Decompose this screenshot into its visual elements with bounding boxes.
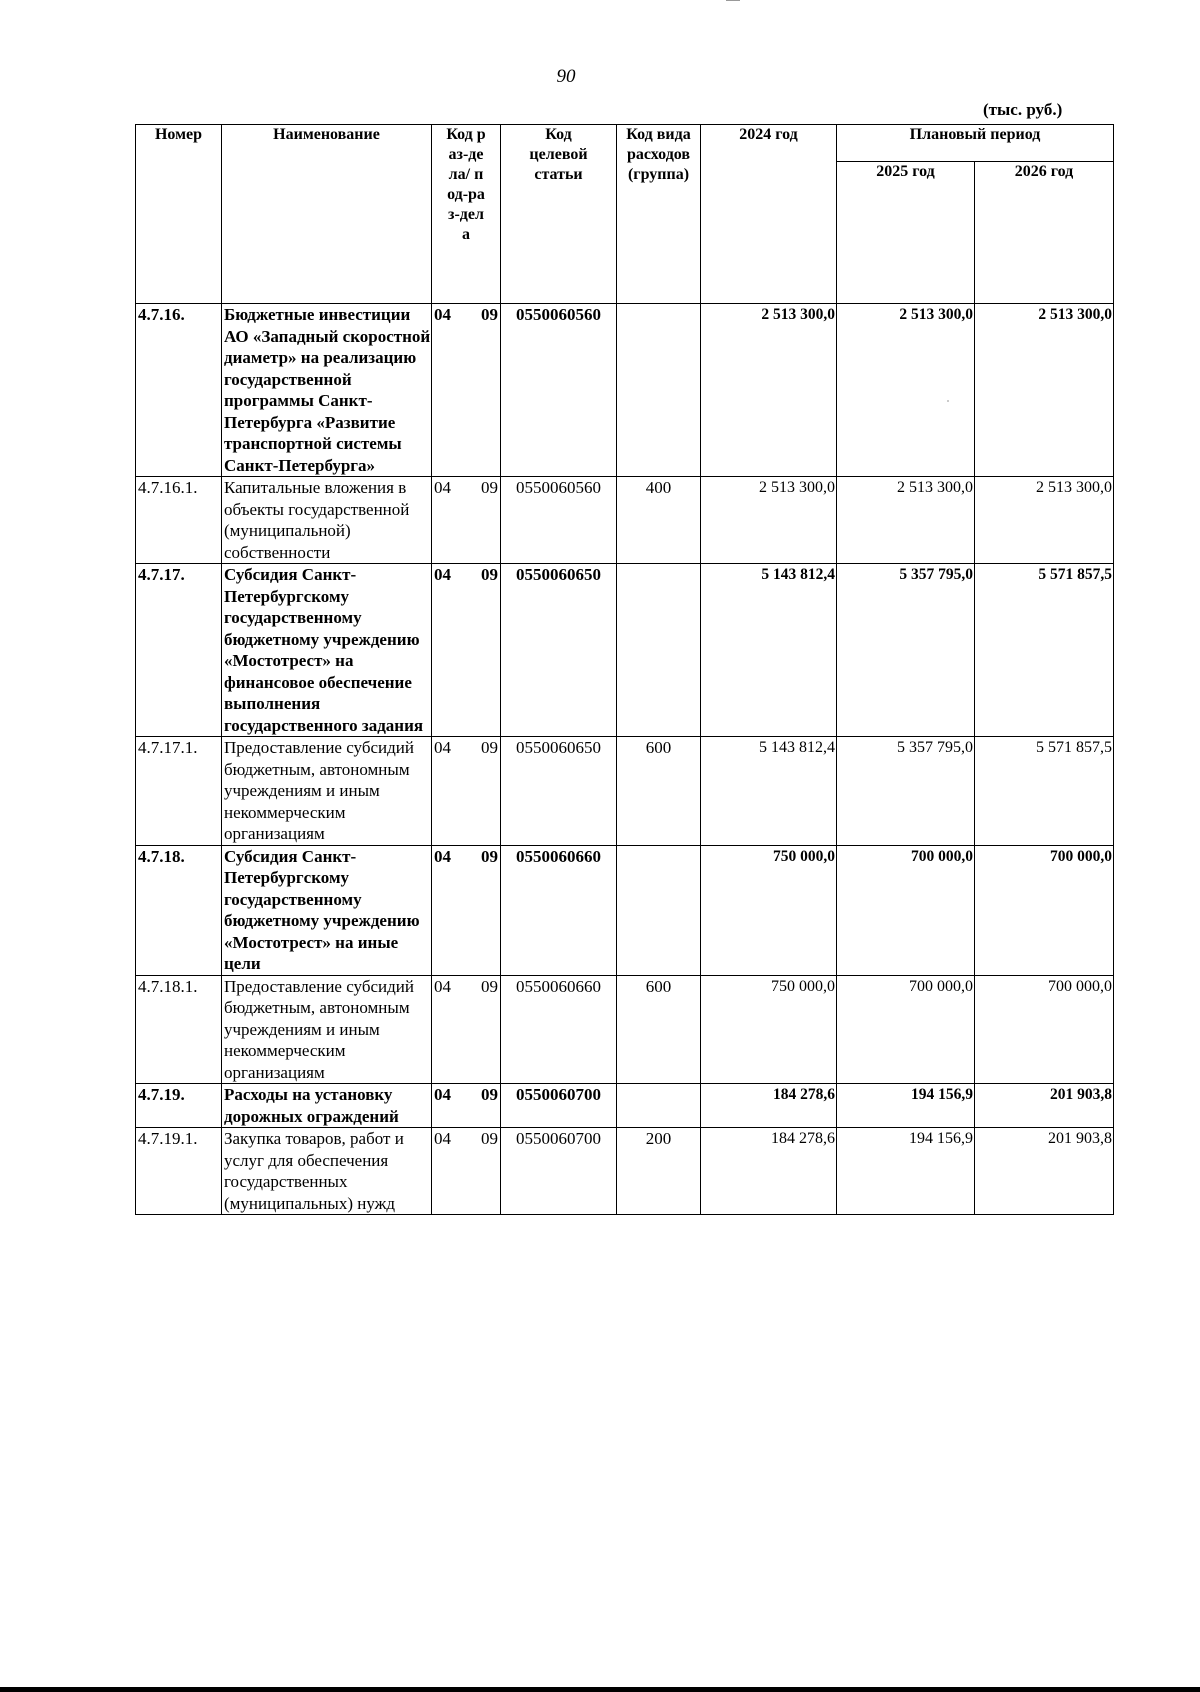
header-year-2026: 2026 год	[975, 162, 1114, 304]
row-amount-2025: 2 513 300,0	[837, 477, 975, 564]
table-row	[136, 845, 1114, 975]
row-amount-2024: 2 513 300,0	[701, 477, 837, 564]
table-body	[136, 304, 1114, 1215]
row-amount-2026: 700 000,0	[975, 845, 1114, 975]
row-target-code: 0550060650	[501, 564, 617, 737]
row-section-code	[432, 564, 501, 737]
row-amount-2024: 2 513 300,0	[701, 304, 837, 477]
header-year-2025: 2025 год	[837, 162, 975, 304]
row-target-code: 0550060660	[501, 845, 617, 975]
row-amount-2024: 184 278,6	[701, 1084, 837, 1128]
row-expense-type	[617, 304, 701, 477]
row-section-code	[432, 1128, 501, 1215]
row-amount-2025: 700 000,0	[837, 975, 975, 1084]
row-number: 4.7.19.	[136, 1084, 222, 1128]
row-target-code: 0550060560	[501, 304, 617, 477]
row-section-code	[432, 737, 501, 846]
row-subsection: 09	[481, 738, 498, 757]
scan-mark	[726, 0, 740, 1]
row-name: Субсидия Санкт-Петербургскому государственному бюджетному учреждению «Мостотрест» на иные цели	[222, 845, 432, 975]
row-expense-type: 400	[617, 477, 701, 564]
row-subsection: 09	[481, 305, 498, 324]
table-row	[136, 564, 1114, 737]
row-target-code: 0550060660	[501, 975, 617, 1084]
header-section-code	[432, 125, 501, 304]
table-row	[136, 1084, 1114, 1128]
row-expense-type: 600	[617, 737, 701, 846]
row-amount-2026: 2 513 300,0	[975, 304, 1114, 477]
header-planned-period: Плановый период	[837, 125, 1114, 162]
header-row-top	[136, 125, 1114, 162]
row-section: 04	[434, 738, 451, 757]
row-name: Бюджетные инвестиции АО «Западный скоростной диаметр» на реализацию государственной программы Санкт-Петербурга «Развитие транспортной системы Санкт-Петербурга»	[222, 304, 432, 477]
header-expense-type-text: Код вида расходов (группа)	[626, 126, 691, 183]
row-expense-type: 200	[617, 1128, 701, 1215]
row-number: 4.7.17.1.	[136, 737, 222, 846]
row-section: 04	[434, 1129, 451, 1148]
row-number: 4.7.16.1.	[136, 477, 222, 564]
row-amount-2026: 201 903,8	[975, 1084, 1114, 1128]
row-section: 04	[434, 1085, 451, 1104]
row-number: 4.7.16.	[136, 304, 222, 477]
row-subsection: 09	[481, 1129, 498, 1148]
table-row	[136, 304, 1114, 477]
row-section: 04	[434, 565, 451, 584]
row-target-code: 0550060700	[501, 1128, 617, 1215]
row-target-code: 0550060560	[501, 477, 617, 564]
row-number: 4.7.18.	[136, 845, 222, 975]
row-name: Закупка товаров, работ и услуг для обеспечения государственных (муниципальных) нужд	[222, 1128, 432, 1215]
table-row	[136, 737, 1114, 846]
row-section-code	[432, 477, 501, 564]
row-number: 4.7.19.1.	[136, 1128, 222, 1215]
scan-speck	[947, 400, 949, 402]
row-amount-2024: 750 000,0	[701, 845, 837, 975]
row-target-code: 0550060650	[501, 737, 617, 846]
header-expense-type	[617, 125, 701, 304]
row-amount-2026: 700 000,0	[975, 975, 1114, 1084]
row-amount-2025: 194 156,9	[837, 1084, 975, 1128]
table-row	[136, 1128, 1114, 1215]
row-section-code	[432, 304, 501, 477]
row-expense-type	[617, 845, 701, 975]
row-name: Предоставление субсидий бюджетным, автономным учреждениям и иным некоммерческим организациям	[222, 737, 432, 846]
budget-table	[135, 124, 1114, 1215]
row-subsection: 09	[481, 976, 498, 996]
header-number: Номер	[136, 125, 222, 304]
page-number: 90	[556, 66, 576, 87]
row-subsection: 09	[481, 846, 498, 866]
row-section: 04	[434, 846, 451, 866]
row-name: Субсидия Санкт-Петербургскому государственному бюджетному учреждению «Мостотрест» на финансовое обеспечение выполнения государственного задания	[222, 564, 432, 737]
row-section: 04	[434, 976, 451, 996]
row-amount-2025: 194 156,9	[837, 1128, 975, 1215]
row-section: 04	[434, 305, 451, 324]
row-section-code	[432, 845, 501, 975]
row-subsection: 09	[481, 478, 498, 497]
header-target-code	[501, 125, 617, 304]
row-amount-2024: 184 278,6	[701, 1128, 837, 1215]
row-subsection: 09	[481, 1085, 498, 1104]
row-amount-2025: 2 513 300,0	[837, 304, 975, 477]
row-section-code	[432, 975, 501, 1084]
row-expense-type: 600	[617, 975, 701, 1084]
header-section-code-text: Код раз-дела/ под-раз-дела	[446, 126, 486, 243]
row-amount-2024: 5 143 812,4	[701, 737, 837, 846]
header-year-2024: 2024 год	[701, 125, 837, 304]
row-name: Расходы на установку дорожных ограждений	[222, 1084, 432, 1128]
row-amount-2024: 5 143 812,4	[701, 564, 837, 737]
scan-bottom-edge	[0, 1687, 1200, 1692]
row-section: 04	[434, 478, 451, 497]
row-name: Предоставление субсидий бюджетным, автономным учреждениям и иным некоммерческим организациям	[222, 975, 432, 1084]
row-number: 4.7.18.1.	[136, 975, 222, 1084]
table-row	[136, 477, 1114, 564]
row-amount-2025: 5 357 795,0	[837, 564, 975, 737]
header-name: Наименование	[222, 125, 432, 304]
row-amount-2026: 5 571 857,5	[975, 564, 1114, 737]
row-amount-2025: 5 357 795,0	[837, 737, 975, 846]
header-target-code-text: Код целевой статьи	[529, 126, 588, 183]
row-name: Капитальные вложения в объекты государственной (муниципальной) собственности	[222, 477, 432, 564]
row-amount-2026: 5 571 857,5	[975, 737, 1114, 846]
row-target-code: 0550060700	[501, 1084, 617, 1128]
table-row	[136, 975, 1114, 1084]
row-expense-type	[617, 564, 701, 737]
row-number: 4.7.17.	[136, 564, 222, 737]
units-label: (тыс. руб.)	[983, 100, 1063, 119]
row-subsection: 09	[481, 565, 498, 584]
row-section-code	[432, 1084, 501, 1128]
row-amount-2026: 201 903,8	[975, 1128, 1114, 1215]
row-expense-type	[617, 1084, 701, 1128]
row-amount-2024: 750 000,0	[701, 975, 837, 1084]
row-amount-2025: 700 000,0	[837, 845, 975, 975]
row-amount-2026: 2 513 300,0	[975, 477, 1114, 564]
